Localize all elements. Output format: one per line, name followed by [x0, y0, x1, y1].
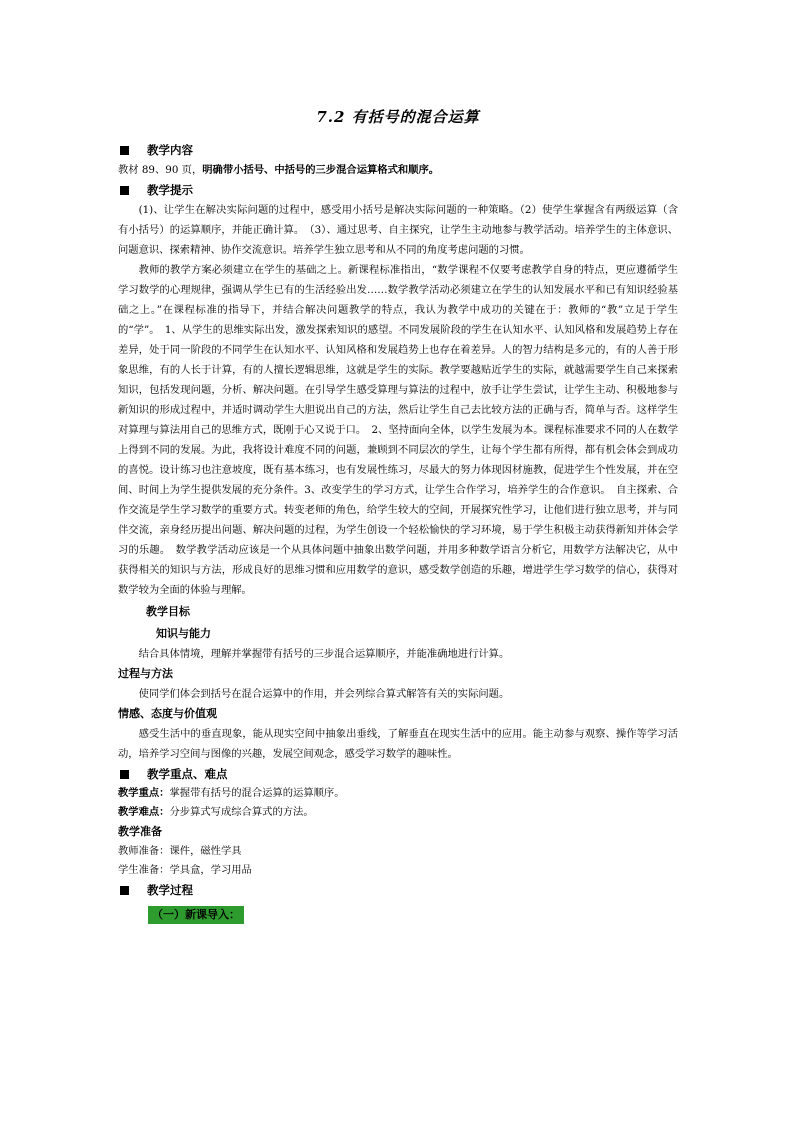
goals-heading: 教学目标 — [146, 605, 190, 618]
prep-heading: 教学准备 — [118, 825, 162, 838]
knowledge-heading: 知识与能力 — [156, 627, 211, 640]
page-title: 7.2 有括号的混合运算 — [316, 108, 480, 126]
section-heading-tips: 教学提示 — [118, 180, 678, 200]
section-heading-content: 教学内容 — [118, 140, 678, 160]
bullet-square-icon — [120, 146, 129, 155]
knowledge-text: 结合具体情境，理解并掌握带有括号的三步混合运算顺序，并能准确地进行计算。 — [138, 648, 510, 660]
section-heading-process: 教学过程 — [118, 880, 678, 900]
tips-paragraph-2: 教师的教学方案必须建立在学生的基础之上。新课程标准指出，“数学课程不仅要考虑教学自身的特点，更应遵循学生学习数学的心理规律，强调从学生已有的生活经验出发……数学教学活动必须建立在学生的认知发展水平和已有知识经验基础之上。”在课程标准的指导下，并结合解决问题教学的特点，我认为教学中成功的关键在于：教师的“教”立足于学生的“学”。 1、从学生的思维实际出发，激发探索知识的感望。不同发展阶段的学生在认知水平、认知风格和发展趋势上存在差异，处于同一阶段的不同学生在认知水平、认知风格和发展趋势上也存在着差异。人的智力结构是多元的，有的人善于形象思维，有的人长于计算，有的人擅长逻辑思维，这就是学生的实际。教学要越贴近学生的实际，就越需要学生自己来探索知识，包括发现问题，分析、解决问题。在引导学生感受算理与算法的过程中，放手让学生尝试，让学生主动、积极地参与新知识的形成过程中，并适时调动学生大胆说出自己的方法，然后让学生自己去比较方法的正确与否，简单与否。这样学生对算理与算法用自己的思维方式，既刚于心又说于口。 2、坚持面向全体，以学生发展为本。课程标准要求不同的人在数学上得到不同的发展。为此，我将设计难度不同的问题，兼顾到不同层次的学生，让每个学生都有所得，都有机会体会到成功的喜悦。设计练习也注意坡度，既有基本练习，也有发展性练习，尽最大的努力体现因材施教，促进学生个性发展，并在空间、时间上为学生提供发展的充分条件。3、改变学生的学习方式，让学生合作学习，培养学生的合作意识。 自主探索、合作交流是学生学习数学的重要方式。转变老师的角色，给学生较大的空间，开展探究性学习，让他们进行独立思考，并与同伴交流，亲身经历提出问题、解决问题的过程，为学生创设一个轻松愉快的学习环境，易于学生积极主动获得新知并体会学习的乐趣。 数学教学活动应该是一个从具体问题中抽象出数学问题，并用多种数学语言分析它，用数学方法解决它，从中获得相关的知识与方法，形成良好的思维习惯和应用数学的意识，感受数学创造的乐趣，增进学生学习数学的信心，获得对数学较为全面的体验与理解。 — [118, 264, 678, 596]
method-heading: 过程与方法 — [118, 667, 173, 680]
section-heading-key-points: 教学重点、难点 — [118, 764, 678, 784]
tips-paragraph-1: (1)、让学生在解决实际问题的过程中，感受用小括号是解决实际问题的一种策略。（2）使学生掌握含有两级运算（含有小括号）的运算顺序，并能正确计算。 （3）、通过思考、自主探究，让学生主动地参与教学活动。培养学生的主体意识、问题意识、探索精神、协作交流意识。培养学生独立思考和从不同的角度考虑问题的习惯。 — [118, 204, 678, 256]
highlight-row — [118, 903, 678, 924]
attitude-heading: 情感、态度与价值观 — [118, 707, 217, 720]
bullet-square-icon — [120, 770, 129, 779]
teacher-prep: 教师准备：课件，磁性学具 — [118, 845, 242, 857]
content-text: 教材 89、90 页，明确带小括号、中括号的三步混合运算格式和顺序。 — [118, 164, 440, 176]
method-text: 使同学们体会到括号在混合运算中的作用，并会列综合算式解答有关的实际问题。 — [138, 688, 510, 700]
bullet-square-icon — [120, 186, 129, 195]
attitude-text: 感受生活中的垂直现象，能从现实空间中抽象出垂线，了解垂直在现实生活中的应用。能主动参与观察、操作等学习活动，培养学习空间与图像的兴趣，发展空间观念，感受学习数学的趣味性。 — [118, 728, 678, 760]
bullet-square-icon — [120, 886, 129, 895]
highlighted-subheading: （一）新课导入： — [148, 906, 244, 924]
document-page — [118, 98, 678, 924]
student-prep: 学生准备：学具盒，学习用品 — [118, 864, 252, 876]
difficult-point: 教学难点：分步算式写成综合算式的方法。 — [118, 806, 314, 818]
key-point: 教学重点：掌握带有括号的混合运算的运算顺序。 — [118, 787, 345, 799]
